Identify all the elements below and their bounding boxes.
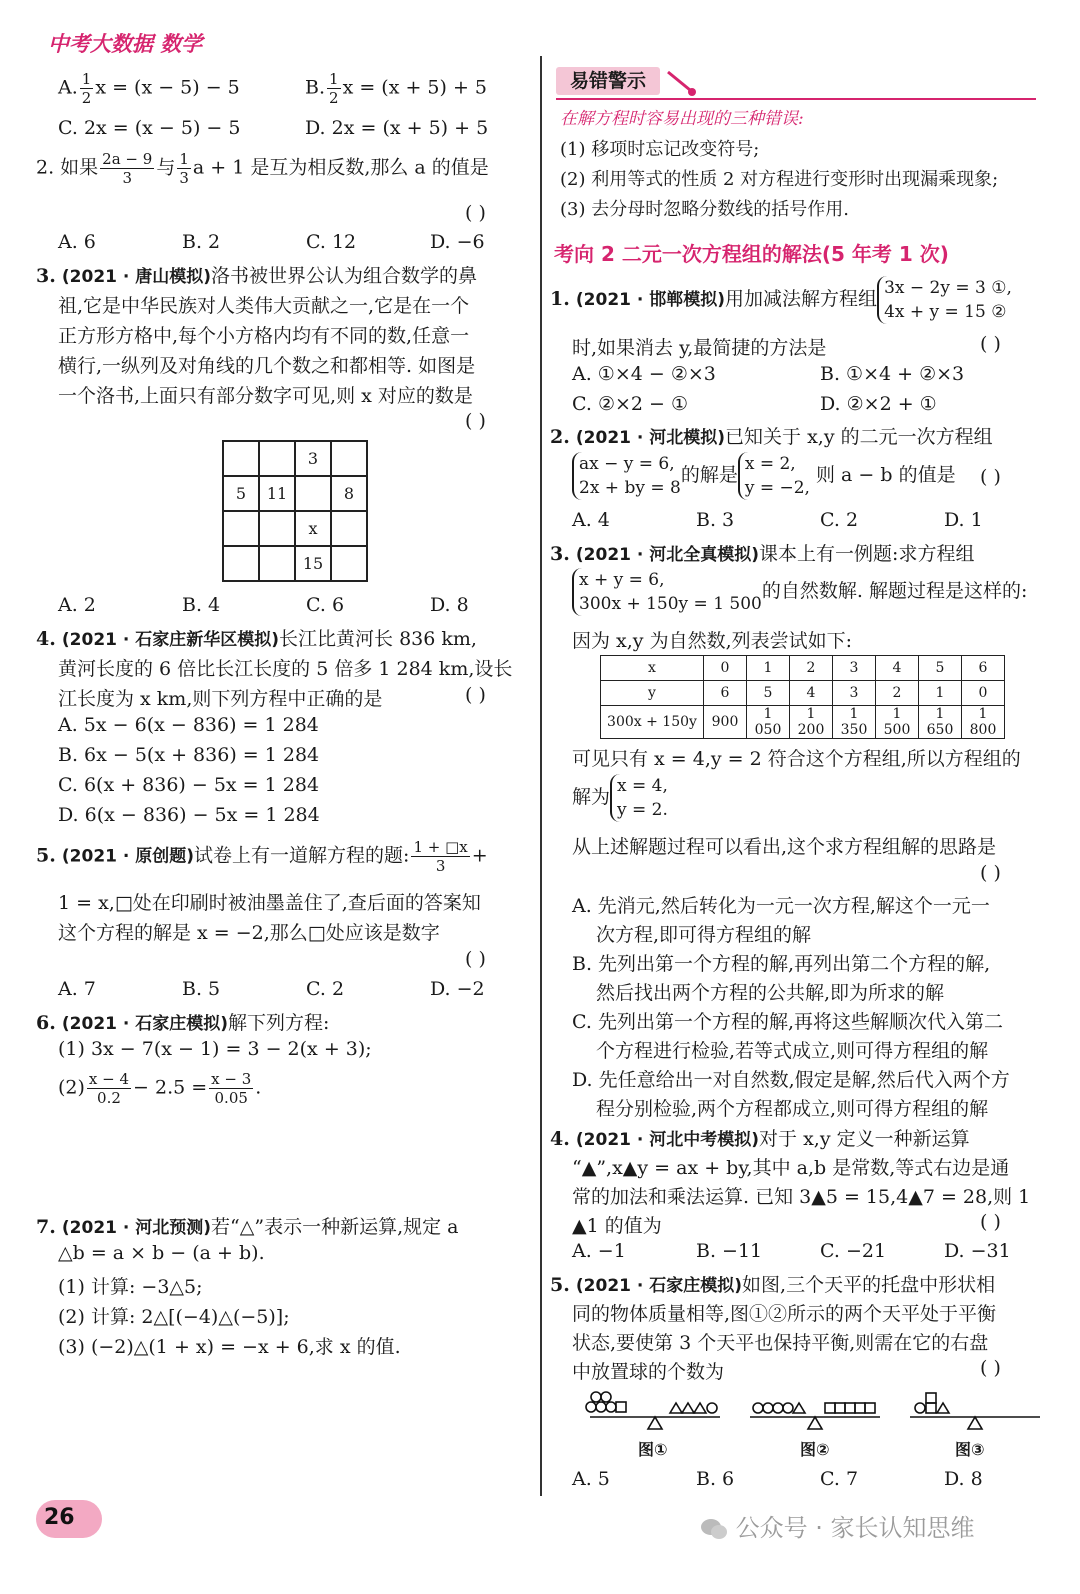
r2-option-c: C. 2 [820, 509, 859, 531]
q4-answer-paren: ( ) [465, 684, 486, 706]
table-cell: 300x + 150y [601, 706, 704, 739]
table-cell: 2 [876, 681, 919, 706]
table-cell: 5 [747, 681, 790, 706]
r4-line-3: 常的加法和乘法运算. 已知 3▲5 = 15,4▲7 = 28,则 1 [572, 1186, 1031, 1208]
q4-option-c: C. 6(x + 836) − 5x = 1 284 [58, 774, 320, 796]
r3-option-c-2: 个方程进行检验,若等式成立,则可得方程组的解 [596, 1040, 989, 1062]
q5-line-3: 这个方程的解是 x = −2,那么□处应该是数字 [58, 922, 440, 944]
grid-cell [223, 546, 259, 581]
grid-cell: 5 [223, 476, 259, 511]
warning-subtitle: 在解方程时容易出现的三种错误: [560, 109, 804, 129]
q2-option-b: B. 2 [182, 231, 221, 253]
q3-line-3: 正方形方格中,每个小方格内均有不同的数,任意一 [58, 325, 470, 347]
grid-cell [331, 546, 367, 581]
wechat-icon [700, 1517, 728, 1541]
luoshu-grid [222, 440, 368, 582]
q6-part-2: (2) $\frac{x - 4}{0.2}$ − 2.5 = $\frac{x - 3}{0.05}$ . [58, 1070, 262, 1107]
q3-answer-paren: ( ) [465, 410, 486, 432]
q1-option-c: C. 2x = (x − 5) − 5 [58, 117, 241, 139]
grid-cell: 15 [295, 546, 331, 581]
grid-cell: x [295, 511, 331, 546]
grid-cell: 8 [331, 476, 367, 511]
q7-line-2: △b = a × b − (a + b). [58, 1242, 265, 1264]
r5-answer-paren: ( ) [980, 1357, 1001, 1379]
r4-option-c: C. −21 [820, 1240, 887, 1262]
q7-part-2: (2) 计算: 2△[(−4)△(−5)]; [58, 1306, 290, 1328]
q3-line-5: 一个洛书,上面只有部分数字可见,则 x 对应的数是 [58, 385, 473, 407]
table-cell: x [601, 656, 704, 681]
warning-box [556, 66, 700, 96]
r4-line-1: 4. (2021 · 河北中考模拟)对于 x,y 定义一种新运算 [550, 1128, 970, 1150]
q4-line-3: 江长度为 x km,则下列方程中正确的是 [58, 688, 383, 710]
q1-option-d: D. 2x = (x + 5) + 5 [305, 117, 489, 139]
table-cell: 1 [747, 656, 790, 681]
r4-option-a: A. −1 [572, 1240, 626, 1262]
table-cell: 2 [790, 656, 833, 681]
r2-option-d: D. 1 [944, 509, 983, 531]
table-cell: 1 500 [876, 706, 919, 739]
warning-item-3: (3) 去分母时忽略分数线的括号作用. [560, 199, 849, 220]
r1-line-2: 时,如果消去 y,最简捷的方法是 [572, 337, 827, 359]
grid-cell [331, 511, 367, 546]
q3-option-a: A. 2 [58, 594, 96, 616]
table-cell: 1 650 [919, 706, 962, 739]
table-cell: 3 [833, 681, 876, 706]
q1-option-a: A. $\frac{1}{2}$ x = (x − 5) − 5 [58, 70, 240, 107]
table-cell: 3 [833, 656, 876, 681]
r2-answer-paren: ( ) [980, 466, 1001, 488]
r3-line-4: 可见只有 x = 4,y = 2 符合这个方程组,所以方程组的 [572, 748, 1021, 770]
q3-option-b: B. 4 [182, 594, 221, 616]
r5-line-2: 同的物体质量相等,图①②所示的两个天平处于平衡 [572, 1303, 997, 1325]
q2-option-a: A. 6 [58, 231, 96, 253]
balance-1 [586, 1392, 720, 1429]
r1-option-a: A. ①×4 − ②×3 [572, 363, 716, 385]
table-cell: 1 350 [833, 706, 876, 739]
r5-line-1: 5. (2021 · 石家庄模拟)如图,三个天平的托盘中形状相 [550, 1274, 996, 1296]
r3-line-3: 因为 x,y 为自然数,列表尝试如下: [572, 630, 853, 652]
q2-option-d: D. −6 [430, 231, 485, 253]
r4-option-b: B. −11 [696, 1240, 763, 1262]
r3-option-d-2: 程分别检验,两个方程都成立,则可得方程组的解 [596, 1098, 989, 1120]
trial-table [600, 655, 1005, 739]
balance-2 [750, 1403, 880, 1429]
q4-option-b: B. 6x − 5(x + 836) = 1 284 [58, 744, 320, 766]
r3-line-6: 从上述解题过程可以看出,这个求方程组解的思路是 [572, 836, 997, 858]
table-cell: 0 [704, 656, 747, 681]
q5-option-d: D. −2 [430, 978, 485, 1000]
q7-part-1: (1) 计算: −3△5; [58, 1276, 203, 1298]
r2-line-1: 2. (2021 · 河北模拟)已知关于 x,y 的二元一次方程组 [550, 426, 993, 448]
table-cell: 5 [919, 656, 962, 681]
grid-cell [259, 511, 295, 546]
q5-option-b: B. 5 [182, 978, 221, 1000]
q2-stem: 2. 如果 $\frac{2a - 9}{3}$ 与 $\frac{1}{3}$ a + 1 是互为相反数,那么 a 的值是 [36, 150, 489, 187]
watermark: 公众号 · 家长认知思维 [700, 1508, 975, 1543]
table-cell: 0 [962, 681, 1005, 706]
grid-cell [223, 511, 259, 546]
q4-option-a: A. 5x − 6(x − 836) = 1 284 [58, 714, 319, 736]
warning-title: 易错警示 [556, 67, 660, 95]
section-title: 考向 2 二元一次方程组的解法(5 年考 1 次) [554, 242, 949, 266]
r5-line-3: 状态,要使第 3 个天平也保持平衡,则需在它的右盘 [572, 1332, 989, 1354]
grid-cell [331, 441, 367, 476]
q4-line-2: 黄河长度的 6 倍比长江长度的 5 倍多 1 284 km,设长 [58, 658, 513, 680]
q3-option-d: D. 8 [430, 594, 469, 616]
q6-part-1: (1) 3x − 7(x − 1) = 3 − 2(x + 3); [58, 1038, 372, 1060]
grid-cell [259, 546, 295, 581]
q5-line-2: 1 = x,□处在印刷时被油墨盖住了,查后面的答案知 [58, 892, 481, 914]
table-cell: 4 [790, 681, 833, 706]
warning-rule [556, 98, 1036, 100]
r3-option-c-1: C. 先列出第一个方程的解,再将这些解顺次代入第二 [572, 1011, 1003, 1033]
q7-line-1: 7. (2021 · 河北预测)若“△”表示一种新运算,规定 a [36, 1216, 459, 1238]
table-cell: 1 [919, 681, 962, 706]
q3-line-2: 祖,它是中华民族对人类伟大贡献之一,它是在一个 [58, 295, 470, 317]
table-cell: 6 [962, 656, 1005, 681]
r4-line-4: ▲1 的值为 [572, 1215, 662, 1237]
q4-line-1: 4. (2021 · 石家庄新华区模拟)长江比黄河长 836 km, [36, 628, 477, 650]
q5-option-a: A. 7 [58, 978, 96, 1000]
r3-line-2: x + y = 6, 300x + 150y = 1 500的自然数解. 解题过程是这样的: [572, 568, 1027, 616]
q1-option-b: B. $\frac{1}{2}$ x = (x + 5) + 5 [305, 70, 487, 107]
r3-line-5: 解为 x = 4, y = 2. [572, 776, 668, 820]
balance-3 [910, 1393, 1040, 1429]
r5-option-a: A. 5 [572, 1468, 610, 1490]
r1-line-1: 1. (2021 · 邯郸模拟)用加减法解方程组 3x − 2y = 3 ①, 4x + y = 15 ② [550, 278, 1012, 322]
r2-option-b: B. 3 [696, 509, 735, 531]
r2-option-a: A. 4 [572, 509, 610, 531]
r3-option-a-2: 次方程,即可得方程组的解 [596, 924, 812, 946]
q4-option-d: D. 6(x − 836) − 5x = 1 284 [58, 804, 320, 826]
grid-cell [295, 476, 331, 511]
r3-line-1: 3. (2021 · 河北全真模拟)课本上有一例题:求方程组 [550, 543, 975, 565]
r2-line-2: ax − y = 6, 2x + by = 8的解是 x = 2, y = −2, 则 a − b 的值是 [572, 452, 956, 500]
r1-option-c: C. ②×2 − ① [572, 393, 689, 415]
q5-option-c: C. 2 [306, 978, 345, 1000]
r3-option-b-1: B. 先列出第一个方程的解,再列出第二个方程的解, [572, 953, 991, 975]
caption-3: 图③ [955, 1440, 985, 1459]
pen-icon [666, 68, 700, 96]
r1-option-b: B. ①×4 + ②×3 [820, 363, 965, 385]
page-header-title: 中考大数据 数学 [48, 32, 203, 56]
q3-line-4: 横行,一纵列及对角线的几个数之和都相等. 如图是 [58, 355, 476, 377]
grid-cell: 11 [259, 476, 295, 511]
r3-answer-paren: ( ) [980, 862, 1001, 884]
r3-option-d-1: D. 先任意给出一对自然数,假定是解,然后代入两个方 [572, 1069, 1010, 1091]
r5-option-b: B. 6 [696, 1468, 735, 1490]
grid-cell [259, 441, 295, 476]
warning-item-1: (1) 移项时忘记改变符号; [560, 139, 760, 160]
r1-answer-paren: ( ) [980, 333, 1001, 355]
caption-1: 图① [638, 1440, 668, 1459]
balance-scales-figure [580, 1385, 1050, 1435]
table-cell: 4 [876, 656, 919, 681]
r5-option-d: D. 8 [944, 1468, 983, 1490]
grid-cell [223, 441, 259, 476]
table-cell: 1 800 [962, 706, 1005, 739]
page-number: 26 [44, 1505, 75, 1530]
table-cell: 6 [704, 681, 747, 706]
q2-answer-paren: ( ) [465, 202, 486, 224]
caption-2: 图② [800, 1440, 830, 1459]
warning-item-2: (2) 利用等式的性质 2 对方程进行变形时出现漏乘现象; [560, 169, 999, 190]
r3-option-b-2: 然后找出两个方程的公共解,即为所求的解 [596, 982, 945, 1004]
q3-line-1: 3. (2021 · 唐山模拟)洛书被世界公认为组合数学的鼻 [36, 265, 478, 287]
table-row [601, 706, 1005, 739]
column-divider [540, 56, 542, 1496]
r4-line-2: “▲”,x▲y = ax + by,其中 a,b 是常数,等式右边是通 [572, 1157, 1010, 1179]
q7-part-3: (3) (−2)△(1 + x) = −x + 6,求 x 的值. [58, 1336, 401, 1358]
q5-line-1: 5. (2021 · 原创题)试卷上有一道解方程的题: $\frac{1 + □x}{3}$ + [36, 838, 488, 875]
r4-option-d: D. −31 [944, 1240, 1011, 1262]
r1-option-d: D. ②×2 + ① [820, 393, 937, 415]
table-cell: y [601, 681, 704, 706]
table-cell: 900 [704, 706, 747, 739]
r3-option-a-1: A. 先消元,然后转化为一元一次方程,解这个一元一 [572, 895, 990, 917]
table-cell: 1 200 [790, 706, 833, 739]
q2-option-c: C. 12 [306, 231, 357, 253]
q6-line-1: 6. (2021 · 石家庄模拟)解下列方程: [36, 1012, 330, 1034]
table-row [601, 681, 1005, 706]
r5-line-4: 中放置球的个数为 [572, 1361, 725, 1383]
table-cell: 1 050 [747, 706, 790, 739]
q5-answer-paren: ( ) [465, 948, 486, 970]
r4-answer-paren: ( ) [980, 1211, 1001, 1233]
r5-option-c: C. 7 [820, 1468, 859, 1490]
q3-option-c: C. 6 [306, 594, 345, 616]
grid-cell: 3 [295, 441, 331, 476]
table-row [601, 656, 1005, 681]
